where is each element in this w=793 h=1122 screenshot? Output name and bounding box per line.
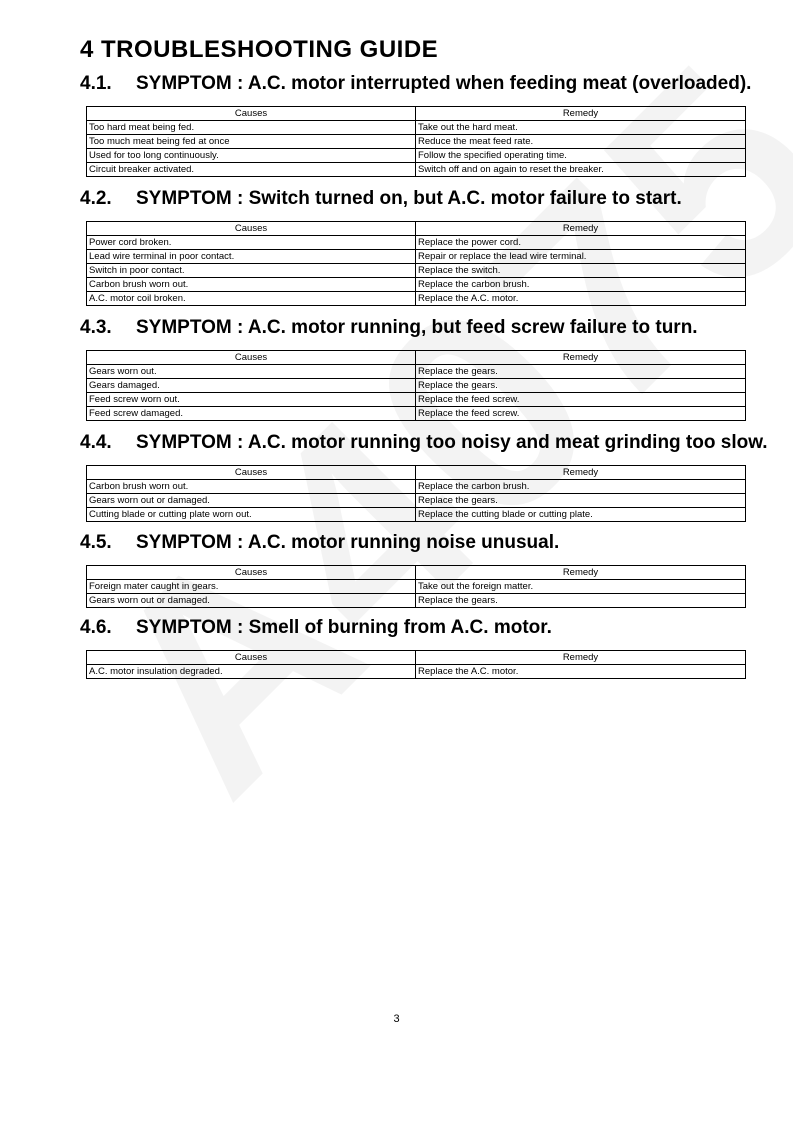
cause-cell: Carbon brush worn out. xyxy=(87,278,416,292)
remedy-header: Remedy xyxy=(416,566,746,580)
section-heading xyxy=(80,430,768,456)
section-number: 4.2. xyxy=(80,188,112,209)
table-header-row xyxy=(87,566,746,580)
remedy-cell: Take out the hard meat. xyxy=(416,121,746,135)
causes-header: Causes xyxy=(87,566,416,580)
table-row xyxy=(87,264,746,278)
cause-cell: Gears worn out. xyxy=(87,365,416,379)
table-row xyxy=(87,365,746,379)
section-number: 4.3. xyxy=(80,317,112,338)
remedy-cell: Replace the cutting blade or cutting plate. xyxy=(416,508,746,522)
table-header-row xyxy=(87,351,746,365)
troubleshooting-table xyxy=(86,465,746,522)
remedy-cell: Replace the gears. xyxy=(416,494,746,508)
remedy-cell: Follow the specified operating time. xyxy=(416,149,746,163)
troubleshooting-table xyxy=(86,350,746,421)
remedy-cell: Take out the foreign matter. xyxy=(416,580,746,594)
section-title: SYMPTOM : A.C. motor running too noisy and meat grinding too slow. xyxy=(136,432,768,453)
troubleshooting-table xyxy=(86,650,746,679)
troubleshooting-table xyxy=(86,221,746,306)
page-number: 3 xyxy=(393,1013,400,1025)
table-row xyxy=(87,594,746,608)
cause-cell: Too much meat being fed at once xyxy=(87,135,416,149)
table-row xyxy=(87,665,746,679)
table-row xyxy=(87,121,746,135)
cause-cell: Too hard meat being fed. xyxy=(87,121,416,135)
remedy-cell: Replace the A.C. motor. xyxy=(416,665,746,679)
remedy-cell: Replace the switch. xyxy=(416,264,746,278)
remedy-cell: Replace the feed screw. xyxy=(416,407,746,421)
remedy-cell: Reduce the meat feed rate. xyxy=(416,135,746,149)
causes-header: Causes xyxy=(87,351,416,365)
troubleshooting-table xyxy=(86,565,746,608)
remedy-header: Remedy xyxy=(416,651,746,665)
section-4-1 xyxy=(80,71,752,177)
section-title: SYMPTOM : A.C. motor interrupted when feeding meat (overloaded). xyxy=(136,73,752,94)
table-header-row xyxy=(87,466,746,480)
page-title: 4 TROUBLESHOOTING GUIDE xyxy=(80,36,439,63)
remedy-header: Remedy xyxy=(416,107,746,121)
section-heading xyxy=(80,186,746,212)
section-heading xyxy=(80,71,752,97)
cause-cell: Gears worn out or damaged. xyxy=(87,494,416,508)
section-4-3 xyxy=(80,315,746,421)
table-row xyxy=(87,163,746,177)
section-number: 4.1. xyxy=(80,73,112,94)
table-row xyxy=(87,494,746,508)
remedy-cell: Repair or replace the lead wire terminal. xyxy=(416,250,746,264)
remedy-header: Remedy xyxy=(416,222,746,236)
section-heading xyxy=(80,315,746,341)
table-row xyxy=(87,393,746,407)
cause-cell: A.C. motor coil broken. xyxy=(87,292,416,306)
cause-cell: Used for too long continuously. xyxy=(87,149,416,163)
causes-header: Causes xyxy=(87,107,416,121)
cause-cell: A.C. motor insulation degraded. xyxy=(87,665,416,679)
section-number: 4.4. xyxy=(80,432,112,453)
table-row xyxy=(87,508,746,522)
table-row xyxy=(87,278,746,292)
table-header-row xyxy=(87,107,746,121)
cause-cell: Carbon brush worn out. xyxy=(87,480,416,494)
remedy-header: Remedy xyxy=(416,351,746,365)
remedy-cell: Replace the A.C. motor. xyxy=(416,292,746,306)
section-heading xyxy=(80,615,746,641)
table-header-row xyxy=(87,222,746,236)
table-row xyxy=(87,480,746,494)
section-title: SYMPTOM : Smell of burning from A.C. motor. xyxy=(136,617,552,638)
section-number: 4.5. xyxy=(80,532,112,553)
cause-cell: Feed screw damaged. xyxy=(87,407,416,421)
table-row xyxy=(87,580,746,594)
section-4-4 xyxy=(80,430,768,522)
remedy-cell: Replace the carbon brush. xyxy=(416,480,746,494)
table-row xyxy=(87,250,746,264)
remedy-cell: Switch off and on again to reset the breaker. xyxy=(416,163,746,177)
cause-cell: Switch in poor contact. xyxy=(87,264,416,278)
table-row xyxy=(87,407,746,421)
table-row xyxy=(87,135,746,149)
cause-cell: Cutting blade or cutting plate worn out. xyxy=(87,508,416,522)
cause-cell: Gears damaged. xyxy=(87,379,416,393)
causes-header: Causes xyxy=(87,222,416,236)
remedy-cell: Replace the power cord. xyxy=(416,236,746,250)
table-row xyxy=(87,236,746,250)
causes-header: Causes xyxy=(87,651,416,665)
section-title: SYMPTOM : A.C. motor running noise unusual. xyxy=(136,532,560,553)
remedy-cell: Replace the gears. xyxy=(416,594,746,608)
cause-cell: Circuit breaker activated. xyxy=(87,163,416,177)
causes-header: Causes xyxy=(87,466,416,480)
cause-cell: Power cord broken. xyxy=(87,236,416,250)
section-4-5 xyxy=(80,530,746,608)
table-row xyxy=(87,379,746,393)
remedy-cell: Replace the gears. xyxy=(416,365,746,379)
cause-cell: Lead wire terminal in poor contact. xyxy=(87,250,416,264)
table-row xyxy=(87,292,746,306)
section-heading xyxy=(80,530,746,556)
remedy-cell: Replace the feed screw. xyxy=(416,393,746,407)
cause-cell: Foreign mater caught in gears. xyxy=(87,580,416,594)
section-number: 4.6. xyxy=(80,617,112,638)
remedy-header: Remedy xyxy=(416,466,746,480)
section-4-6 xyxy=(80,615,746,679)
section-title: SYMPTOM : Switch turned on, but A.C. motor failure to start. xyxy=(136,188,682,209)
cause-cell: Feed screw worn out. xyxy=(87,393,416,407)
section-title: SYMPTOM : A.C. motor running, but feed screw failure to turn. xyxy=(136,317,698,338)
table-header-row xyxy=(87,651,746,665)
cause-cell: Gears worn out or damaged. xyxy=(87,594,416,608)
table-row xyxy=(87,149,746,163)
remedy-cell: Replace the gears. xyxy=(416,379,746,393)
section-4-2 xyxy=(80,186,746,306)
troubleshooting-table xyxy=(86,106,746,177)
remedy-cell: Replace the carbon brush. xyxy=(416,278,746,292)
